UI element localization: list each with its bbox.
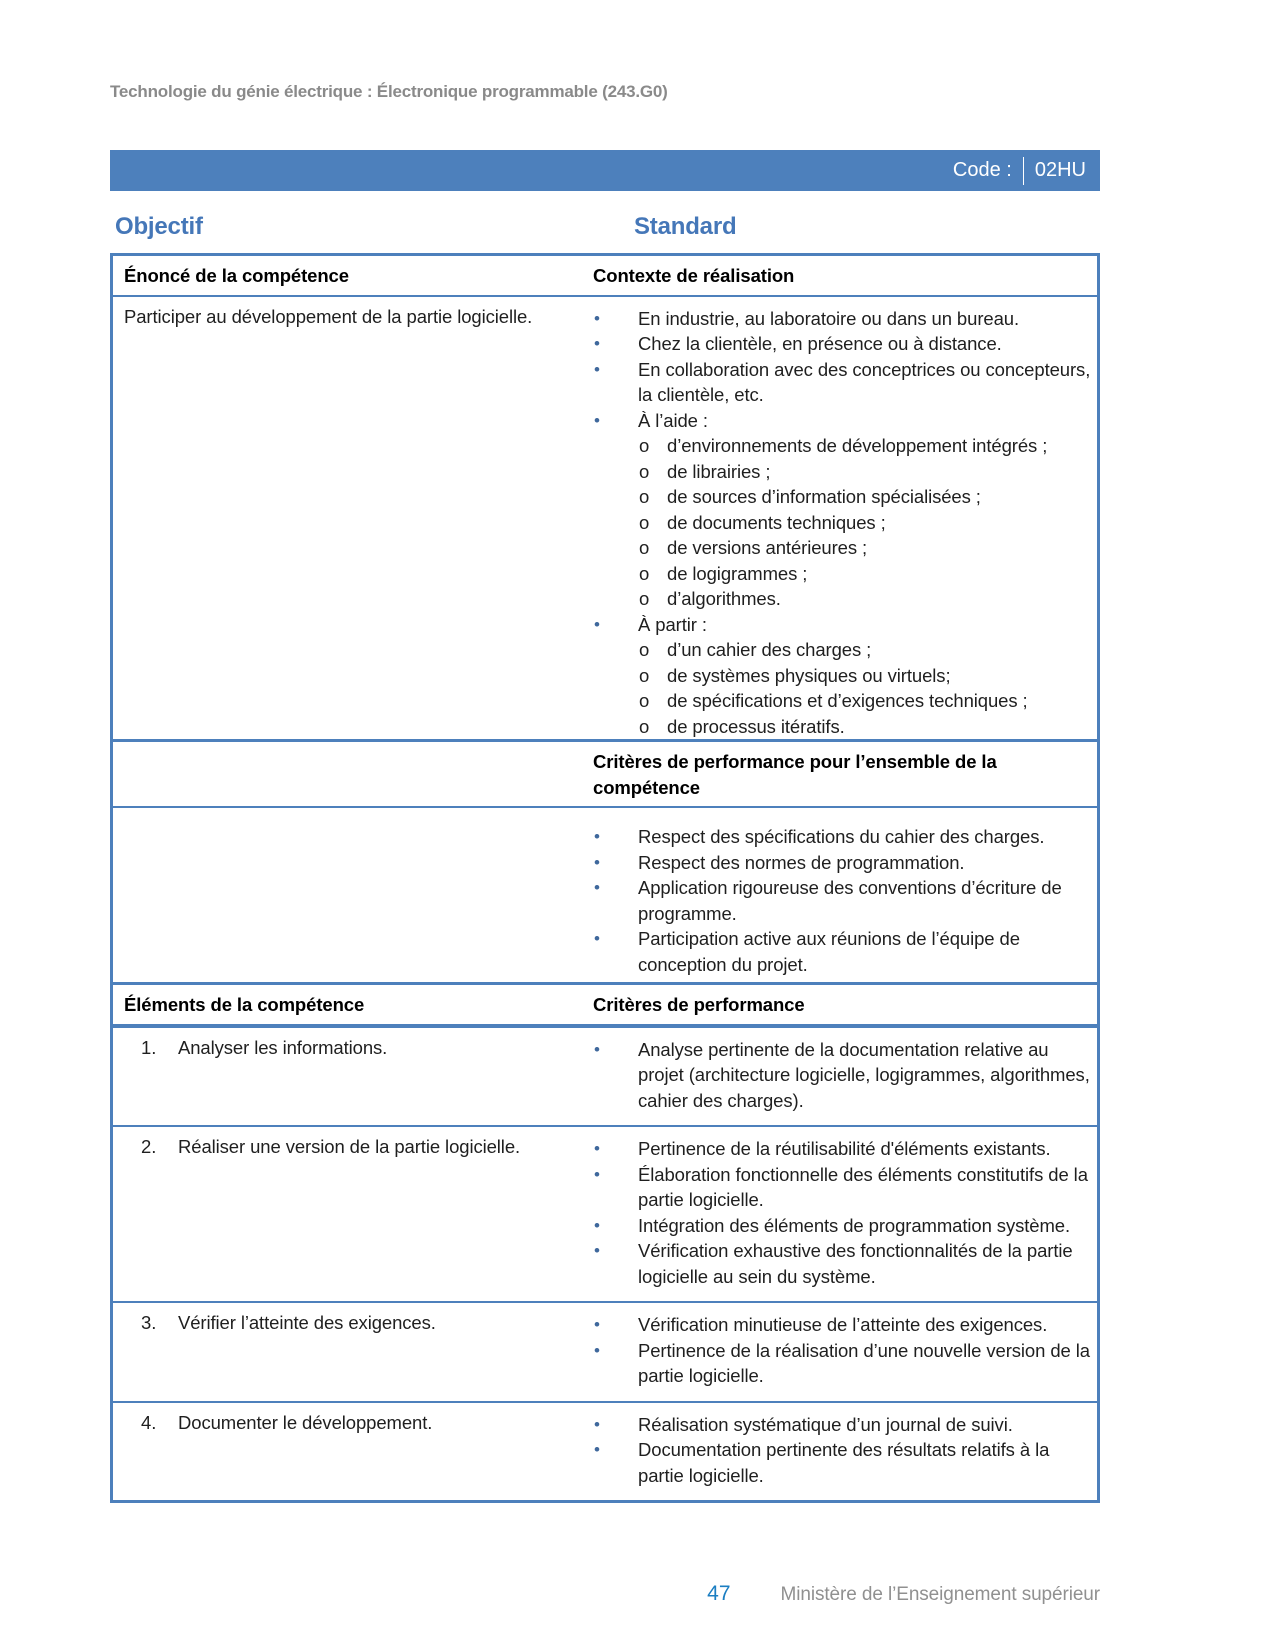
contexte-list (583, 304, 1097, 746)
element-number: 1. (141, 1036, 157, 1058)
element-cell (113, 1303, 583, 1401)
sub-item (583, 637, 1097, 663)
bullet-item (583, 824, 1097, 850)
circle-marker-icon: o (639, 435, 650, 456)
circle-marker-icon: o (639, 537, 650, 558)
critere-text: Pertinence de la réutilisabilité d'éléments existants. (638, 1138, 1051, 1159)
bullet-item (583, 408, 1097, 434)
sub-item (583, 688, 1097, 714)
table2-body-row (113, 808, 1097, 993)
sub-item (583, 459, 1097, 485)
critere-ensemble-text: Respect des normes de programmation. (638, 851, 965, 873)
table3-col1-header: Éléments de la compétence (124, 994, 365, 1015)
bullet-item (583, 1037, 1097, 1114)
sub-item (583, 510, 1097, 536)
bullet-icon: • (594, 1340, 600, 1360)
bullet-item (583, 926, 1097, 977)
criteres-cell (583, 1303, 1097, 1401)
objectif-heading: Objectif (115, 213, 203, 240)
bullet-item (583, 612, 1097, 638)
element-number: 3. (141, 1312, 157, 1333)
circle-marker-icon: o (639, 690, 650, 711)
circle-marker-icon: o (639, 639, 650, 660)
element-number: 2. (141, 1136, 157, 1157)
bullet-icon: • (594, 1215, 600, 1235)
table1-col2-header: Contexte de réalisation (593, 265, 795, 286)
element-item (124, 1310, 573, 1336)
table1-col1-header: Énoncé de la compétence (124, 265, 349, 286)
criteres-cell (583, 1028, 1097, 1126)
bullet-item (583, 357, 1097, 408)
bullet-icon: • (594, 334, 600, 353)
element-cell (113, 1403, 583, 1501)
sub-item-text: de systèmes physiques ou virtuels; (667, 664, 951, 686)
sub-item-text: de processus itératifs. (667, 715, 845, 737)
critere-text: Réalisation systématique d’un journal de suivi. (638, 1413, 1013, 1435)
sub-item-text: d’algorithmes. (667, 588, 781, 609)
sub-item-text: de sources d’information spécialisées ; (667, 486, 981, 507)
element-item (124, 1410, 573, 1436)
sub-item-text: de versions antérieures ; (667, 537, 868, 558)
bullet-icon: • (594, 852, 600, 872)
sub-item-text: d’environnements de développement intégrés ; (667, 435, 1048, 456)
standard-heading: Standard (634, 213, 737, 240)
page-number: 47 (707, 1582, 731, 1605)
critere-ensemble-text: Respect des spécifications du cahier des charges. (638, 826, 1045, 847)
sub-item (583, 561, 1097, 587)
table3-col2-header: Critères de performance (593, 994, 805, 1015)
bullet-item (583, 875, 1097, 926)
table2-empty-header-cell (113, 742, 583, 806)
element-item (124, 1035, 573, 1061)
bullet-item (583, 331, 1097, 357)
bullet-item (583, 1136, 1097, 1162)
circle-marker-icon: o (639, 715, 650, 737)
table2-header-text: Critères de performance pour l’ensemble de la compétence (593, 751, 997, 798)
element-cell (113, 1127, 583, 1301)
bullet-icon: • (594, 1315, 600, 1334)
criteres-cell (583, 1127, 1097, 1301)
table3-row (113, 1125, 1097, 1301)
sub-item-text: de librairies ; (667, 460, 771, 482)
bullet-icon: • (594, 614, 600, 634)
element-text: Analyser les informations. (178, 1036, 388, 1058)
sub-item (583, 535, 1097, 561)
critere-text: Intégration des éléments de programmation système. (638, 1214, 1071, 1236)
bullet-icon: • (594, 827, 600, 846)
bullet-icon: • (594, 929, 600, 948)
code-label: Code : (952, 159, 1012, 181)
bullet-item (583, 1338, 1097, 1389)
critere-text: Documentation pertinente des résultats relatifs à la partie logicielle. (638, 1439, 1050, 1486)
sub-item (583, 586, 1097, 612)
table-criteres-ensemble (110, 739, 1100, 996)
bullet-icon: • (594, 1139, 600, 1158)
element-text: Vérifier l’atteinte des exigences. (178, 1312, 436, 1333)
sub-item-text: de logigrammes ; (667, 562, 808, 584)
criteres-list (583, 1035, 1097, 1120)
sub-item (583, 433, 1097, 459)
code-bar (110, 150, 1100, 191)
bullet-icon: • (594, 410, 600, 430)
bullet-item (583, 1412, 1097, 1438)
criteres-list (583, 1134, 1097, 1295)
critere-text: Pertinence de la réalisation d’une nouvelle version de la partie logicielle. (638, 1339, 1090, 1386)
bullet-icon: • (594, 1440, 600, 1459)
criteres-list (583, 1410, 1097, 1495)
contexte-item-text: À l’aide : (638, 409, 708, 431)
contexte-item-text: Chez la clientèle, en présence ou à distance. (638, 333, 1002, 354)
sub-item-text: d’un cahier des charges ; (667, 639, 872, 660)
criteres-list (583, 1310, 1097, 1395)
circle-marker-icon: o (639, 562, 650, 584)
bullet-item (583, 1213, 1097, 1239)
element-cell (113, 1028, 583, 1126)
bullet-item (583, 1238, 1097, 1289)
bullet-item (583, 850, 1097, 876)
bullet-icon: • (594, 359, 600, 379)
sub-item (583, 714, 1097, 740)
sub-item (583, 663, 1097, 689)
sub-item (583, 484, 1097, 510)
sub-item-text: de spécifications et d’exigences techniques ; (667, 690, 1028, 711)
table2-header-cell (583, 742, 1097, 806)
element-number: 4. (141, 1411, 157, 1433)
bullet-item (583, 1312, 1097, 1338)
element-item (124, 1134, 573, 1160)
table-elements-criteres (110, 982, 1100, 1503)
criteres-ensemble-list (583, 815, 1097, 987)
critere-ensemble-text: Application rigoureuse des conventions d’écriture de programme. (638, 877, 1062, 924)
circle-marker-icon: o (639, 588, 650, 609)
critere-ensemble-text: Participation active aux réunions de l’équipe de conception du projet. (638, 928, 1020, 975)
contexte-item-text: À partir : (638, 613, 707, 635)
code-divider (1023, 157, 1024, 185)
bullet-item (583, 1162, 1097, 1213)
enonce-text: Participer au développement de la partie logicielle. (124, 305, 533, 327)
table3-row (113, 1401, 1097, 1501)
page-footer (110, 1582, 1100, 1606)
circle-marker-icon: o (639, 664, 650, 686)
element-text: Réaliser une version de la partie logicielle. (178, 1136, 521, 1157)
table1-header-row (113, 256, 1097, 297)
sub-item-text: de documents techniques ; (667, 511, 886, 533)
bullet-icon: • (594, 878, 600, 897)
table3-row (113, 1026, 1097, 1126)
critere-text: Élaboration fonctionnelle des éléments constitutifs de la partie logicielle. (638, 1163, 1088, 1210)
critere-text: Vérification minutieuse de l’atteinte des exigences. (638, 1314, 1048, 1335)
document-running-header: Technologie du génie électrique : Électronique programmable (243.G0) (110, 82, 668, 101)
bullet-item (583, 306, 1097, 332)
ministry-name: Ministère de l’Enseignement supérieur (780, 1584, 1100, 1605)
bullet-icon: • (594, 1164, 600, 1184)
circle-marker-icon: o (639, 460, 650, 482)
table2-empty-body-cell (113, 808, 583, 993)
table-enonce-contexte (110, 253, 1100, 754)
code-value: 02HU (1034, 159, 1086, 181)
contexte-item-text: En collaboration avec des conceptrices ou concepteurs, la clientèle, etc. (638, 358, 1091, 405)
criteres-cell (583, 1403, 1097, 1501)
critere-text: Analyse pertinente de la documentation relative au projet (architecture logicielle, logigrammes, algorithmes, cahier des charges). (638, 1038, 1090, 1111)
bullet-icon: • (594, 1241, 600, 1260)
table1-body-row (113, 297, 1097, 752)
table3-row (113, 1301, 1097, 1401)
element-text: Documenter le développement. (178, 1411, 433, 1433)
bullet-item (583, 1437, 1097, 1488)
bullet-icon: • (594, 308, 600, 328)
contexte-item-text: En industrie, au laboratoire ou dans un bureau. (638, 307, 1019, 329)
circle-marker-icon: o (639, 486, 650, 507)
bullet-icon: • (594, 1039, 600, 1059)
table2-header-row (113, 742, 1097, 808)
critere-text: Vérification exhaustive des fonctionnalités de la partie logicielle au sein du système. (638, 1240, 1073, 1287)
circle-marker-icon: o (639, 511, 650, 533)
table3-header-row (113, 985, 1097, 1026)
bullet-icon: • (594, 1414, 600, 1434)
